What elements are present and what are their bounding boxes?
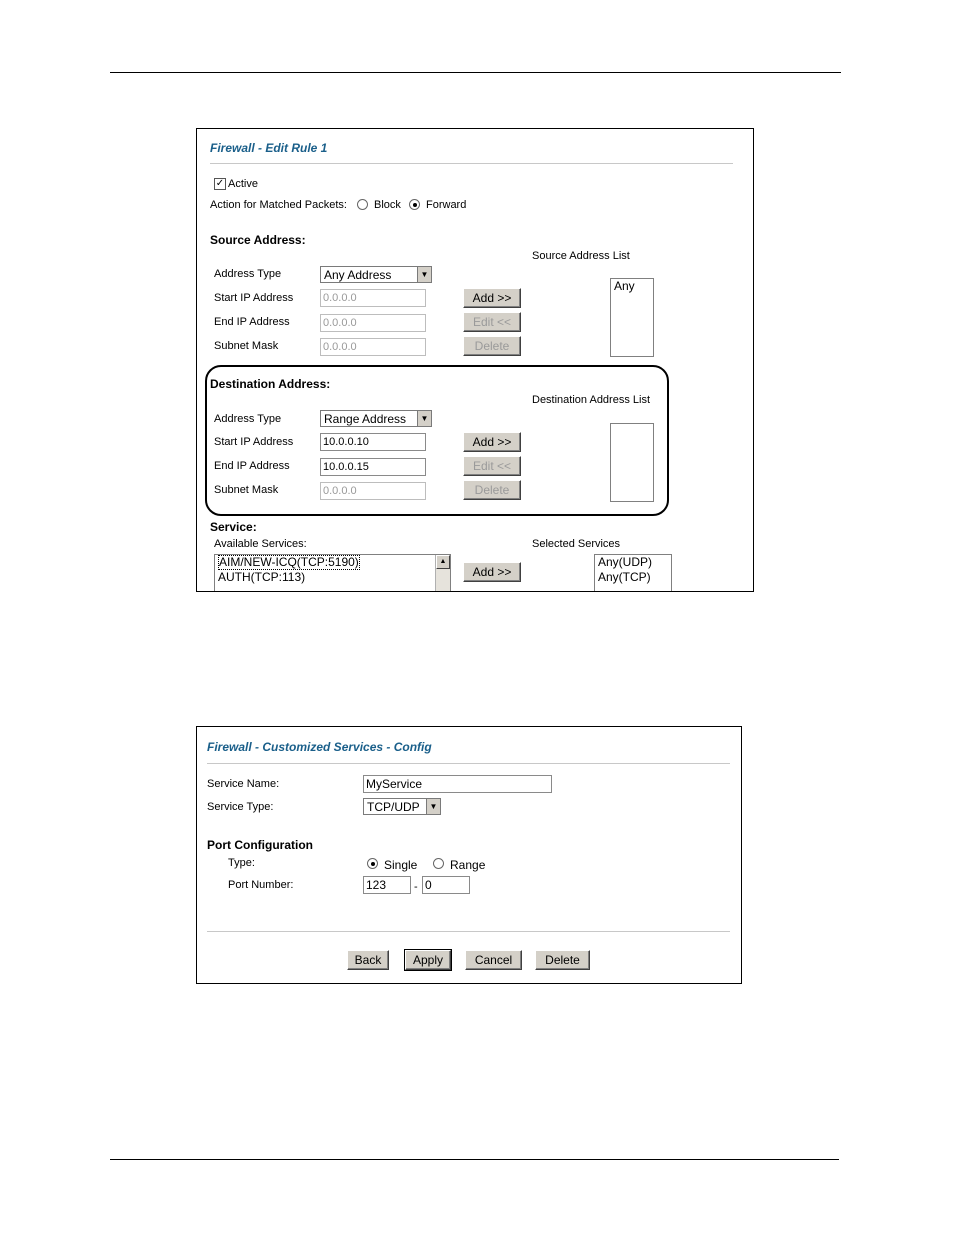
available-services-label: Available Services: [214, 538, 307, 550]
chevron-down-icon: ▼ [417, 267, 431, 282]
list-item[interactable]: AUTH(TCP:113) [218, 570, 306, 584]
destination-start-ip-label: Start IP Address [214, 436, 294, 448]
destination-end-ip-label: End IP Address [214, 460, 290, 472]
forward-radio[interactable] [409, 199, 420, 210]
source-add-button[interactable]: Add >> [463, 288, 521, 308]
page-footer-rule [110, 1159, 839, 1160]
page-header-rule [110, 72, 841, 73]
destination-start-ip-input[interactable]: 10.0.0.10 [320, 433, 426, 451]
source-address-type-value: Any Address [324, 268, 392, 282]
destination-subnet-mask-input[interactable]: 0.0.0.0 [320, 482, 426, 500]
page-title: Firewall - Edit Rule 1 [210, 141, 328, 155]
destination-address-listbox[interactable] [610, 423, 654, 502]
destination-address-type-value: Range Address [324, 412, 407, 426]
selected-services-listbox[interactable] [594, 554, 672, 592]
service-name-input[interactable]: MyService [363, 775, 552, 793]
block-label: Block [374, 199, 401, 211]
service-type-label: Service Type: [207, 801, 274, 813]
source-start-ip-label: Start IP Address [214, 292, 294, 304]
checkmark-icon: ✓ [215, 178, 225, 189]
destination-address-list-label: Destination Address List [532, 394, 651, 406]
selected-services-label: Selected Services [532, 538, 621, 550]
scroll-up-icon[interactable]: ▲ [436, 555, 450, 569]
range-label: Range [450, 858, 486, 872]
port-number-label: Port Number: [228, 879, 294, 891]
destination-address-type-select[interactable] [320, 410, 432, 427]
destination-address-type-label: Address Type [214, 413, 282, 425]
source-delete-button[interactable]: Delete [463, 336, 521, 356]
port-range-dash: - [414, 881, 418, 893]
source-address-type-select[interactable] [320, 266, 432, 283]
service-heading: Service: [210, 520, 257, 534]
type-label: Type: [228, 857, 255, 869]
destination-subnet-mask-label: Subnet Mask [214, 484, 279, 496]
destination-edit-button[interactable]: Edit << [463, 456, 521, 476]
destination-address-heading: Destination Address: [210, 377, 331, 391]
port-to-input[interactable]: 0 [422, 876, 470, 894]
port-from-input[interactable]: 123 [363, 876, 411, 894]
list-item[interactable]: Any(TCP) [598, 570, 651, 584]
single-radio[interactable] [367, 858, 378, 869]
service-name-label: Service Name: [207, 778, 280, 790]
service-type-value: TCP/UDP [367, 800, 420, 814]
source-address-heading: Source Address: [210, 233, 306, 247]
source-subnet-mask-input[interactable]: 0.0.0.0 [320, 338, 426, 356]
source-address-listbox[interactable] [610, 278, 654, 357]
page-title: Firewall - Customized Services - Config [207, 740, 432, 754]
source-end-ip-input[interactable]: 0.0.0.0 [320, 314, 426, 332]
range-radio[interactable] [433, 858, 444, 869]
source-end-ip-label: End IP Address [214, 316, 290, 328]
back-button[interactable]: Back [347, 950, 389, 970]
chevron-down-icon: ▼ [417, 411, 431, 426]
action-label: Action for Matched Packets: [210, 199, 347, 211]
source-address-list-label: Source Address List [532, 250, 630, 262]
available-services-listbox[interactable] [214, 554, 451, 592]
service-type-select[interactable] [363, 798, 441, 815]
delete-button[interactable]: Delete [535, 950, 590, 970]
source-start-ip-input[interactable]: 0.0.0.0 [320, 289, 426, 307]
source-address-type-label: Address Type [214, 268, 282, 280]
title-separator [207, 763, 730, 764]
destination-end-ip-input[interactable]: 10.0.0.15 [320, 458, 426, 476]
active-checkbox[interactable] [214, 178, 226, 190]
source-edit-button[interactable]: Edit << [463, 312, 521, 332]
destination-add-button[interactable]: Add >> [463, 432, 521, 452]
cancel-button[interactable]: Cancel [465, 950, 522, 970]
source-subnet-mask-label: Subnet Mask [214, 340, 279, 352]
title-separator [210, 163, 733, 164]
single-label: Single [384, 858, 418, 872]
forward-label: Forward [426, 199, 467, 211]
edit-rule-screenshot [196, 128, 754, 592]
customized-services-screenshot [196, 726, 742, 984]
destination-delete-button[interactable]: Delete [463, 480, 521, 500]
list-item[interactable]: AIM/NEW-ICQ(TCP:5190) [219, 555, 359, 569]
button-separator [207, 931, 730, 932]
chevron-down-icon: ▼ [426, 799, 440, 814]
list-item[interactable]: Any [614, 279, 635, 293]
active-label: Active [228, 178, 258, 190]
list-item[interactable]: Any(UDP) [598, 555, 653, 569]
block-radio[interactable] [357, 199, 368, 210]
service-add-button[interactable]: Add >> [463, 562, 521, 582]
port-configuration-heading: Port Configuration [207, 838, 313, 852]
apply-button[interactable]: Apply [405, 950, 451, 970]
available-services-scrollbar[interactable] [435, 555, 450, 592]
